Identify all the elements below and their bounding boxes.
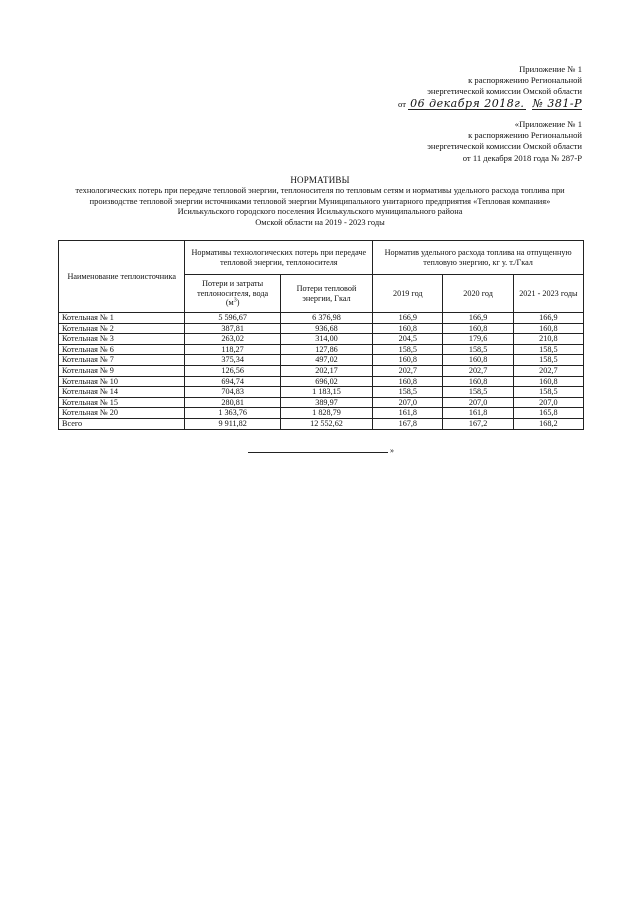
cell-fuel-2021-2023: 158,5	[513, 355, 583, 366]
header-losses-group: Нормативы технологических потерь при передаче тепловой энергии, теплоносителя	[185, 241, 373, 275]
cell-source-name: Котельная № 15	[59, 397, 185, 408]
header-fuel-group: Норматив удельного расхода топлива на отпущенную тепловую энергию, кг у. т./Гкал	[373, 241, 584, 275]
header-year-2020: 2020 год	[443, 275, 513, 313]
cell-fuel-2021-2023: 210,8	[513, 334, 583, 345]
cell-fuel-2019: 167,8	[373, 418, 443, 429]
appendix-date-row	[362, 98, 582, 110]
appendix-order-ref-quoted: к распоряжению Региональной	[468, 130, 582, 141]
cell-fuel-2020: 161,8	[443, 408, 513, 419]
cell-fuel-2021-2023: 165,8	[513, 408, 583, 419]
norms-table	[58, 240, 584, 430]
cell-fuel-2019: 161,8	[373, 408, 443, 419]
appendix-label: Приложение № 1	[519, 64, 582, 74]
cell-fuel-2019: 207,0	[373, 397, 443, 408]
document-title	[50, 175, 590, 229]
cell-heat-losses: 314,00	[280, 334, 372, 345]
header-years-2021-2023: 2021 - 2023 годы	[513, 275, 583, 313]
date-prefix: от	[398, 98, 406, 109]
cell-heat-losses: 1 828,79	[280, 408, 372, 419]
cell-water-losses: 263,02	[185, 334, 280, 345]
cell-fuel-2019: 202,7	[373, 365, 443, 376]
table-row	[59, 408, 584, 419]
header-source-name: Наименование теплоисточника	[59, 241, 185, 313]
cell-fuel-2020: 179,6	[443, 334, 513, 345]
cell-fuel-2019: 204,5	[373, 334, 443, 345]
table-row	[59, 344, 584, 355]
cell-fuel-2020: 160,8	[443, 355, 513, 366]
cell-fuel-2020: 166,9	[443, 313, 513, 324]
cell-fuel-2020: 160,8	[443, 376, 513, 387]
title-heading: НОРМАТИВЫ	[290, 175, 350, 185]
cell-water-losses: 118,27	[185, 344, 280, 355]
table-row	[59, 365, 584, 376]
table-row	[59, 387, 584, 398]
cell-fuel-2021-2023: 166,9	[513, 313, 583, 324]
cell-source-name: Котельная № 14	[59, 387, 185, 398]
appendix-label-quoted: «Приложение № 1	[514, 119, 582, 129]
cell-source-name: Котельная № 1	[59, 313, 185, 324]
header-water-label: Потери и затраты теплоносителя, вода	[197, 279, 269, 298]
header-water-losses	[185, 275, 280, 313]
appendix-commission: энергетической комиссии Омской области	[427, 86, 582, 97]
cell-fuel-2021-2023: 160,8	[513, 376, 583, 387]
cell-fuel-2020: 207,0	[443, 397, 513, 408]
cell-water-losses: 280,81	[185, 397, 280, 408]
cell-fuel-2019: 158,5	[373, 387, 443, 398]
cell-source-name: Котельная № 7	[59, 355, 185, 366]
cell-fuel-2020: 158,5	[443, 387, 513, 398]
appendix-commission-quoted: энергетической комиссии Омской области	[427, 141, 582, 152]
title-line-3: Исилькульского городского поселения Исилькульского муниципального района	[177, 207, 463, 217]
cell-source-name: Котельная № 6	[59, 344, 185, 355]
cell-water-losses: 5 596,67	[185, 313, 280, 324]
cell-fuel-2020: 158,5	[443, 344, 513, 355]
cell-heat-losses: 696,02	[280, 376, 372, 387]
cell-heat-losses: 936,68	[280, 323, 372, 334]
cell-source-name: Котельная № 10	[59, 376, 185, 387]
cell-water-losses: 694,74	[185, 376, 280, 387]
closing-line	[248, 452, 388, 453]
handwritten-date: 06 декабря 2018г.	[410, 96, 525, 110]
cell-source-name: Котельная № 2	[59, 323, 185, 334]
cell-fuel-2021-2023: 160,8	[513, 323, 583, 334]
cell-source-name: Всего	[59, 418, 185, 429]
header-heat-losses: Потери тепловой энергии, Гкал	[280, 275, 372, 313]
table-row	[59, 323, 584, 334]
appendix-date-quoted: от 11 декабря 2018 года № 287-Р	[462, 152, 582, 163]
cell-water-losses: 704,83	[185, 387, 280, 398]
table-row	[59, 355, 584, 366]
table-total-row	[59, 418, 584, 429]
cell-fuel-2020: 202,7	[443, 365, 513, 376]
title-line-4: Омской области на 2019 - 2023 годы	[255, 218, 385, 228]
cell-water-losses: 387,81	[185, 323, 280, 334]
handwritten-number: № 381-Р	[532, 96, 582, 110]
cell-fuel-2021-2023: 168,2	[513, 418, 583, 429]
cell-fuel-2020: 160,8	[443, 323, 513, 334]
cell-water-losses: 375,34	[185, 355, 280, 366]
cell-water-losses: 126,56	[185, 365, 280, 376]
cell-fuel-2019: 166,9	[373, 313, 443, 324]
cell-fuel-2021-2023: 158,5	[513, 344, 583, 355]
table-row	[59, 397, 584, 408]
cell-heat-losses: 12 552,62	[280, 418, 372, 429]
cell-fuel-2021-2023: 158,5	[513, 387, 583, 398]
header-water-unit-end: )	[236, 298, 240, 308]
cell-heat-losses: 389,97	[280, 397, 372, 408]
header-year-2019: 2019 год	[373, 275, 443, 313]
cell-fuel-2019: 158,5	[373, 344, 443, 355]
appendix-header-current	[362, 64, 582, 110]
appendix-order-ref: к распоряжению Региональной	[468, 75, 582, 86]
header-water-unit-sup: 3	[233, 297, 237, 304]
cell-fuel-2019: 160,8	[373, 355, 443, 366]
cell-water-losses: 9 911,82	[185, 418, 280, 429]
cell-fuel-2020: 167,2	[443, 418, 513, 429]
cell-water-losses: 1 363,76	[185, 408, 280, 419]
cell-source-name: Котельная № 20	[59, 408, 185, 419]
table-row	[59, 334, 584, 345]
cell-fuel-2019: 160,8	[373, 323, 443, 334]
appendix-header-original	[362, 119, 582, 164]
cell-heat-losses: 127,86	[280, 344, 372, 355]
table-row	[59, 313, 584, 324]
cell-fuel-2021-2023: 202,7	[513, 365, 583, 376]
title-line-2: производстве тепловой энергии источниками тепловой энергии Муниципального унитарного предприятия «Тепловая компания»	[89, 196, 551, 206]
cell-heat-losses: 1 183,15	[280, 387, 372, 398]
title-line-1: технологических потерь при передаче тепловой энергии, теплоносителя по тепловым сетям и нормативы удельного расхода топлива при	[75, 185, 565, 195]
header-water-unit: (м	[225, 298, 234, 308]
cell-fuel-2021-2023: 207,0	[513, 397, 583, 408]
cell-source-name: Котельная № 9	[59, 365, 185, 376]
table-row	[59, 376, 584, 387]
cell-heat-losses: 497,02	[280, 355, 372, 366]
closing-quote: »	[390, 446, 394, 455]
cell-fuel-2019: 160,8	[373, 376, 443, 387]
cell-heat-losses: 6 376,98	[280, 313, 372, 324]
cell-heat-losses: 202,17	[280, 365, 372, 376]
cell-source-name: Котельная № 3	[59, 334, 185, 345]
